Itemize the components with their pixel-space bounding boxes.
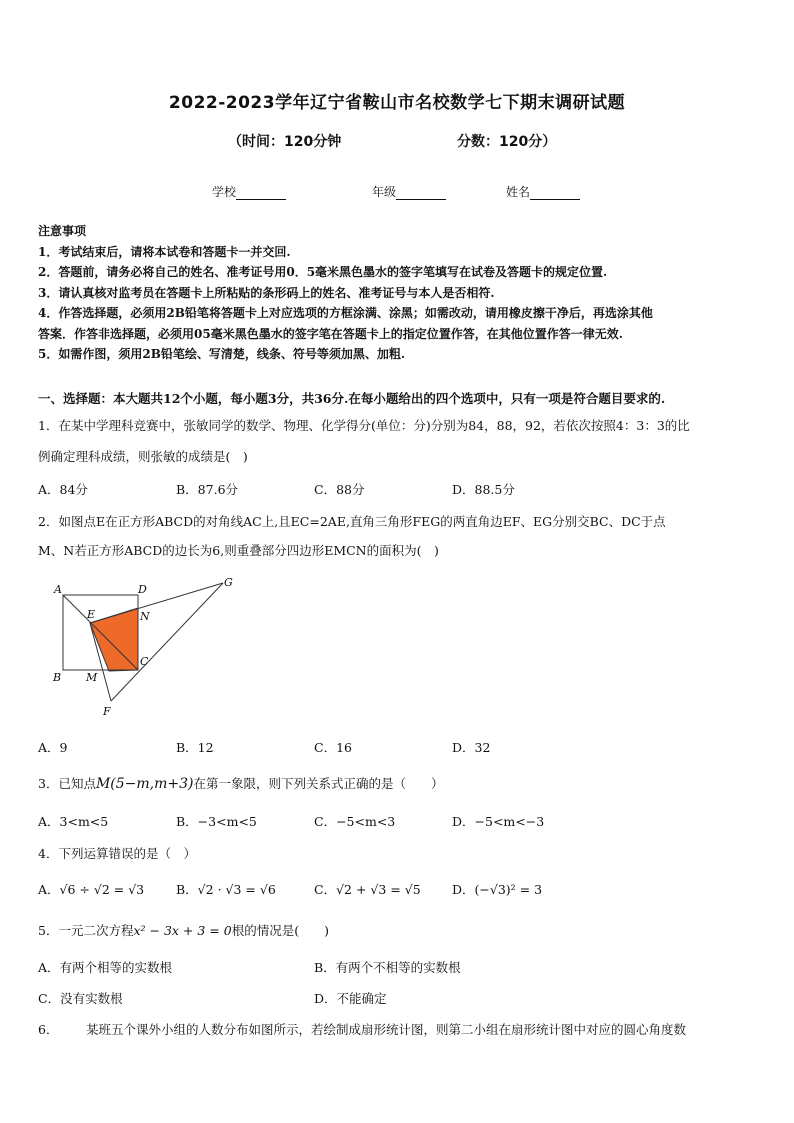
note-item: 5．如需作图，须用2B铅笔绘、写清楚，线条、符号等须加黑、加粗. [38,347,406,361]
q1-option-d[interactable]: D．88.5分 [452,482,515,497]
q2-figure [48,574,248,722]
page-title: 2022-2023学年辽宁省鞍山市名校数学七下期末调研试题 [168,93,626,113]
school-field[interactable] [212,183,286,200]
q5-equation: x² − 3x + 3 = 0 [133,923,232,938]
label-e: E [87,608,96,621]
label-b: B [53,671,62,684]
note-item: 4．作答选择题，必须用2B铅笔将答题卡上对应选项的方框涂满、涂黑；如需改动，请用橡皮擦干净后，再选涂其他 [38,306,653,320]
label-n: N [140,610,150,623]
note-item: 3．请认真核对监考员在答题卡上所粘贴的条形码上的姓名、准考证号与本人是否相符. [38,285,495,300]
label-a: A [54,583,62,596]
name-field[interactable] [506,183,580,200]
q5-option-b[interactable]: B．有两个不相等的实数根 [314,960,461,975]
q3-post: 在第一象限，则下列关系式正确的是（ ） [193,776,444,791]
label-f: F [103,705,111,718]
q5-option-d[interactable]: D．不能确定 [314,991,387,1006]
leg-eg [90,583,223,623]
q2-option-b[interactable]: B．12 [176,740,214,755]
q2-option-c[interactable]: C．16 [314,740,352,755]
q4-stem: 4．下列运算错误的是（ ） [38,846,196,861]
q3-point: M(5−m,m+3) [95,776,194,792]
q2-line2: M、N若正方形ABCD的边长为6,则重叠部分四边形EMCN的面积为( ) [38,543,439,558]
q1-option-a[interactable]: A．84分 [38,482,88,497]
q6-number: 6． [38,1022,59,1037]
q1-line1: 1．在某中学理科竞赛中，张敏同学的数学、物理、化学得分(单位：分)分别为84，88，92，若依次按照4：3：3的比 [38,418,690,433]
note-item: 2．答题前，请务必将自己的姓名、准考证号用0．5毫米黑色墨水的签字笔填写在试卷及答题卡的规定位置. [38,265,608,279]
grade-label: 年级 [372,185,397,199]
note-item: 1．考试结束后，请将本试卷和答题卡一并交回. [38,244,291,259]
q3-stem [38,774,444,792]
school-label: 学校 [212,185,237,199]
score-label: 分数：120分） [457,134,557,150]
q5-post: 根的情况是( ) [231,923,329,938]
q1-option-c[interactable]: C．88分 [314,482,365,497]
q1-line2: 例确定理科成绩，则张敏的成绩是( ) [38,449,248,464]
q3-option-d[interactable]: D．−5<m<−3 [452,814,545,829]
q2-line1: 2．如图点E在正方形ABCD的对角线AC上,且EC=2AE,直角三角形FEG的两直角边EF、EG分别交BC、DC于点 [38,514,666,529]
q4-option-d[interactable]: D．(−√3)² = 3 [452,882,543,897]
note-item: 答案．作答非选择题，必须用05毫米黑色墨水的签字笔在答题卡上的指定位置作答，在其他位置作答一律无效. [38,326,623,341]
q4-option-a[interactable]: A．√6 ÷ √2 = √3 [38,882,145,897]
section-heading: 一、选择题：本大题共12个小题，每小题3分，共36分.在每小题给出的四个选项中，只有一项是符合题目要求的. [38,391,666,406]
q1-option-b[interactable]: B．87.6分 [176,482,239,497]
q5-pre: 5．一元二次方程 [38,923,134,938]
q2-option-a[interactable]: A．9 [38,740,68,755]
grade-field[interactable] [372,183,446,200]
label-c: C [140,655,149,668]
q3-option-c[interactable]: C．−5<m<3 [314,814,396,829]
q3-pre: 3．已知点 [38,776,96,791]
q4-option-c[interactable]: C．√2 + √3 = √5 [314,882,421,897]
name-label: 姓名 [506,185,531,199]
overlap-quadrilateral [90,608,138,671]
label-g: G [224,576,233,589]
notes [38,221,653,365]
time-label: （时间：120分钟 [228,134,342,150]
q5-option-a[interactable]: A．有两个相等的实数根 [38,960,173,975]
q5-option-c[interactable]: C．没有实数根 [38,991,123,1006]
label-m: M [86,671,98,684]
q3-option-a[interactable]: A．3<m<5 [38,814,109,829]
q3-option-b[interactable]: B．−3<m<5 [176,814,257,829]
q2-option-d[interactable]: D．32 [452,740,491,755]
notes-heading: 注意事项 [38,224,87,238]
q6-text: 某班五个课外小组的人数分布如图所示，若绘制成扇形统计图，则第二小组在扇形统计图中对应的圆心角度数 [86,1022,687,1037]
q5-stem [38,921,329,939]
label-d: D [138,583,147,596]
q4-option-b[interactable]: B．√2 · √3 = √6 [176,882,276,897]
